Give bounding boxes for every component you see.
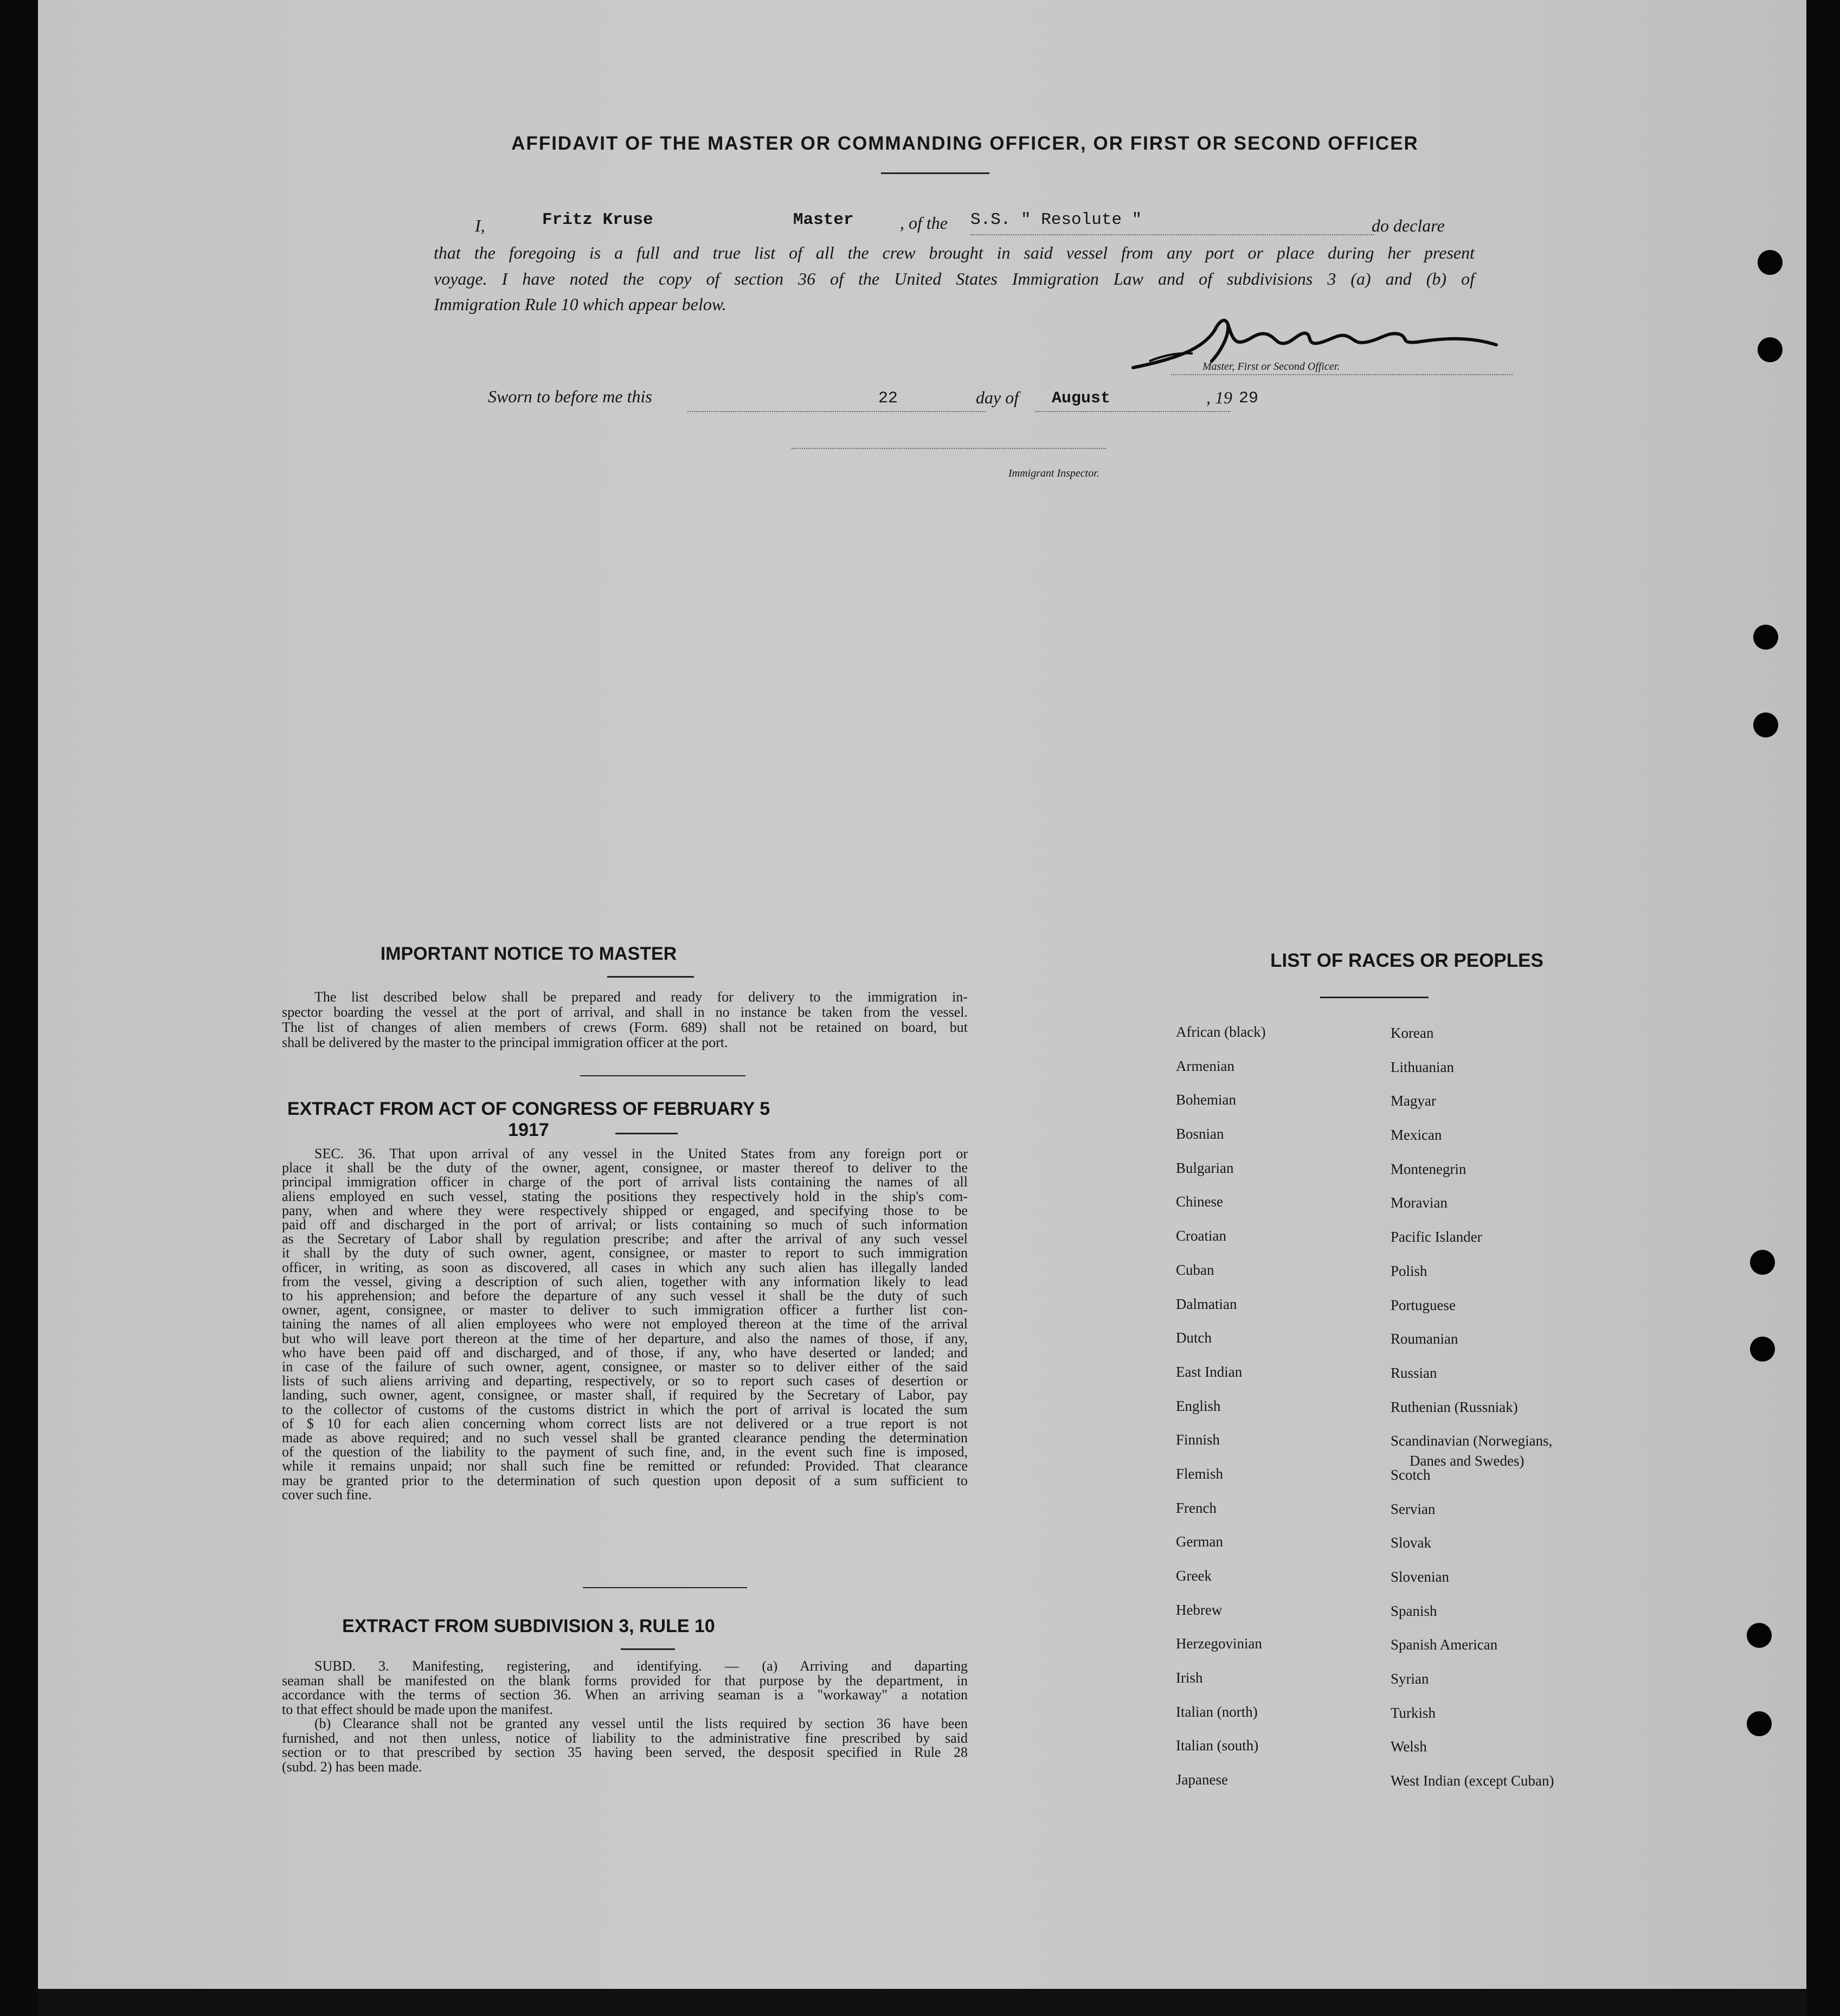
affidavit-line-4: Immigration Rule 10 which appear below. [434,294,726,314]
race-item: Slovak [1391,1535,1432,1551]
race-item: Flemish [1176,1465,1224,1482]
master-name: Fritz Kruse [542,210,653,229]
race-item: Pacific Islander [1391,1229,1482,1245]
race-item: Lithuanian [1391,1058,1454,1075]
text-line: lists of such aliens arriving and departing, respectively, or so to report such cases of desertion or [282,1373,968,1389]
race-item: Cuban [1176,1261,1214,1278]
race-item: Mexican [1391,1127,1442,1144]
races-column-2 [1391,1026,1554,1808]
text-line: to that effect should be made upon the manifest. [282,1701,553,1717]
race-item: Welsh [1391,1738,1427,1755]
text-line: while it remains unpaid; nor shall such fine be remitted or refunded: Provided. That clearance [282,1458,968,1474]
punch-hole [1750,1337,1775,1362]
text-line: aliens employed en such vessel, stating the positions they respectively hold in the ship's com- [282,1188,968,1204]
text-line: shall be delivered by the master to the principal immigration officer at the port. [282,1035,728,1050]
text-line: to the collector of customs of the customs district in which the port of arrival is located the sum [282,1401,968,1417]
vessel-line [970,234,1374,235]
text-line: place it shall be the duty of the owner, agent, consignee, or master thereof to deliver to the [282,1160,968,1176]
vessel-name: S.S. " Resolute " [970,210,1142,229]
race-item: Roumanian [1391,1331,1458,1347]
race-item: English [1176,1397,1221,1414]
race-item: Bulgarian [1176,1159,1234,1176]
text-line: of $ 10 for each alien concerning whom correct lists are not delivered or a true report is not [282,1415,968,1431]
affidavit-line-3: voyage. I have noted the copy of section 36 of the United States Immigration Law and of subdivisions 3 (a) and (b) of [434,269,1475,288]
text-line: of the question of the liability to the payment of such fine, and, in the event such fine is imposed, [282,1444,968,1460]
text-line: taining the names of all alien employees who were not employed thereon at the time of the arrival [282,1316,968,1332]
race-item: Servian [1391,1500,1436,1517]
affidavit-line-2: that the foregoing is a full and true list of all the crew brought in said vessel from any port or place during her present [434,243,1475,262]
race-item: West Indian (except Cuban) [1391,1773,1554,1789]
signature-caption: Master, First or Second Officer. [1202,361,1340,373]
races-rule [1320,997,1429,998]
races-col2-continuation: Danes and Swedes) [1410,1453,1524,1469]
race-item: Russian [1391,1364,1437,1381]
races-title: LIST OF RACES OR PEOPLES [1270,950,1543,971]
day-of-label: day of [976,388,1019,407]
act-rule [615,1133,678,1134]
text-line: who have been paid off and discharged, and of those, if any, who have deserted or landed; and [282,1344,968,1360]
notice-title: IMPORTANT NOTICE TO MASTER [380,943,677,964]
notice-paragraph [282,990,968,1050]
punch-hole [1758,337,1783,362]
text-line: SEC. 36. That upon arrival of any vessel in the United States from any foreign port or [314,1146,968,1161]
text-line: principal immigration officer in charge of the port of arrival lists containing the names of all [282,1174,968,1190]
inspector-line [792,448,1106,449]
sworn-month: August [1052,389,1111,408]
race-item: Moravian [1391,1195,1447,1211]
punch-hole [1747,1623,1772,1648]
race-item: African (black) [1176,1024,1266,1040]
text-line: made as above required; and no such vessel shall be granted clearance pending the determination [282,1430,968,1446]
punch-hole [1758,250,1783,275]
text-line: section or to that prescribed by section 35 having been served, the desposit specified in Rule 28 [282,1744,968,1760]
race-item: East Indian [1176,1363,1243,1380]
document-page [38,0,1806,1989]
sworn-label: Sworn to before me this [488,387,652,406]
text-line: paid off and discharged in the port of arrival; or lists containing so much of such information [282,1217,968,1233]
race-item: Chinese [1176,1193,1223,1210]
text-line: The list of changes of alien members of crews (Form. 689) shall not be retained on board, but [282,1019,968,1035]
text-line: from the vessel, giving a description of such alien, together with any information likely to lead [282,1273,968,1289]
race-item: Greek [1176,1568,1212,1584]
race-item: German [1176,1533,1223,1550]
punch-hole [1753,712,1778,737]
text-line: accordance with the terms of section 36. When an arriving seaman is a "workaway" a notation [282,1687,968,1703]
sworn-year: 29 [1239,389,1259,408]
race-item: Finnish [1176,1431,1220,1448]
race-item: Magyar [1391,1093,1436,1109]
race-item: Turkish [1391,1704,1436,1721]
race-item: Italian (south) [1176,1737,1259,1754]
text-line: (b) Clearance shall not be granted any vessel until the lists required by section 36 have been [314,1716,968,1731]
month-line [1035,411,1231,412]
text-line: in case of the failure of such owner, agent, consignee, or master so to deliver either of the said [282,1359,968,1375]
race-item: Herzegovinian [1176,1635,1262,1652]
year-prefix: , 19 [1206,388,1232,407]
text-line: may be granted prior to the determination of such question upon deposit of a sum sufficient to [282,1472,968,1488]
race-item: Scotch [1391,1466,1431,1483]
affidavit-title: AFFIDAVIT OF THE MASTER OR COMMANDING OFFICER, OR FIRST OR SECOND OFFICER [511,133,1419,154]
act-separator [583,1587,747,1588]
act-paragraph [282,1147,968,1502]
of-the-label: , of the [900,213,948,233]
subdivision-rule [621,1648,675,1650]
subdivision-paragraph [282,1659,968,1774]
race-item: Portuguese [1391,1296,1456,1313]
inspector-label: Immigrant Inspector. [1008,467,1099,479]
race-item: Korean [1391,1025,1434,1041]
scan-edge [38,1989,1806,2016]
text-line: it shall by the duty of such owner, agent, consignee, or master to report to such immigration [282,1245,968,1261]
sworn-line [687,411,986,412]
text-line: SUBD. 3. Manifesting, registering, and identifying. — (a) Arriving and daparting [314,1658,968,1674]
race-item: Montenegrin [1391,1160,1466,1177]
text-line: as the Secretary of Labor shall by regulation prescribe; and after the arrival of any such vessel [282,1231,968,1247]
notice-rule [607,976,694,978]
punch-hole [1753,625,1778,650]
race-item: Italian (north) [1176,1703,1258,1720]
race-item: Irish [1176,1670,1203,1686]
punch-hole [1747,1711,1772,1736]
subdivision-title: EXTRACT FROM SUBDIVISION 3, RULE 10 [342,1616,715,1636]
text-line: officer, in writing, as soon as discovered, all cases in which any such alien has illegally landed [282,1259,968,1275]
text-line: The list described below shall be prepared and ready for delivery to the immigration in- [314,989,968,1005]
races-column-1 [1176,1025,1266,1807]
race-item: Armenian [1176,1057,1234,1074]
text-line: but who will leave port thereon at the time of her departure, and also the names of those, if any, [282,1330,968,1346]
signature-line [1171,374,1513,375]
text-line: landing, such owner, agent, consignee, or master shall, if required by the Secretary of Labor, pay [282,1387,968,1403]
text-line: spector boarding the vessel at the port of arrival, and shall in no instance be taken from the vessel. [282,1004,968,1020]
race-item: Spanish American [1391,1636,1498,1653]
sworn-day: 22 [878,389,898,408]
act-title: EXTRACT FROM ACT OF CONGRESS OF FEBRUARY 5 1917 [287,1099,770,1140]
race-item: French [1176,1499,1217,1516]
i-label: I, [475,216,485,235]
text-line: seaman shall be manifested on the blank forms provided for that purpose by the department, in [282,1672,968,1688]
punch-hole [1750,1250,1775,1275]
race-item: Spanish [1391,1602,1437,1619]
race-item: Bohemian [1176,1092,1236,1108]
text-line: pany, when and where they were respectively shipped or engaged, and specifying those to be [282,1202,968,1218]
text-line: cover such fine. [282,1486,372,1503]
race-item: Ruthenian (Russniak) [1391,1398,1518,1415]
title-rule [881,172,989,174]
text-line: to his apprehension; and before the departure of any such vessel it shall be the duty of such [282,1288,968,1304]
text-line: owner, agent, consignee, or master to deliver to such immigration officer a further list con- [282,1302,968,1318]
master-rank: Master [793,210,854,229]
race-item: Syrian [1391,1671,1429,1687]
text-line: furnished, and not then unless, notice of liability to the administrative fine prescribed by said [282,1730,968,1746]
race-item: Dutch [1176,1330,1212,1346]
race-item: Dalmatian [1176,1295,1237,1312]
race-item: Slovenian [1391,1569,1449,1585]
race-item: Bosnian [1176,1126,1224,1142]
do-declare-label: do declare [1372,216,1445,235]
race-item: Polish [1391,1262,1427,1279]
race-item: Croatian [1176,1228,1226,1244]
race-item: Hebrew [1176,1601,1223,1618]
text-line: (subd. 2) has been made. [282,1758,422,1775]
race-item: Scandinavian (Norwegians, [1391,1433,1553,1449]
race-item: Japanese [1176,1771,1228,1788]
notice-separator [580,1075,745,1076]
